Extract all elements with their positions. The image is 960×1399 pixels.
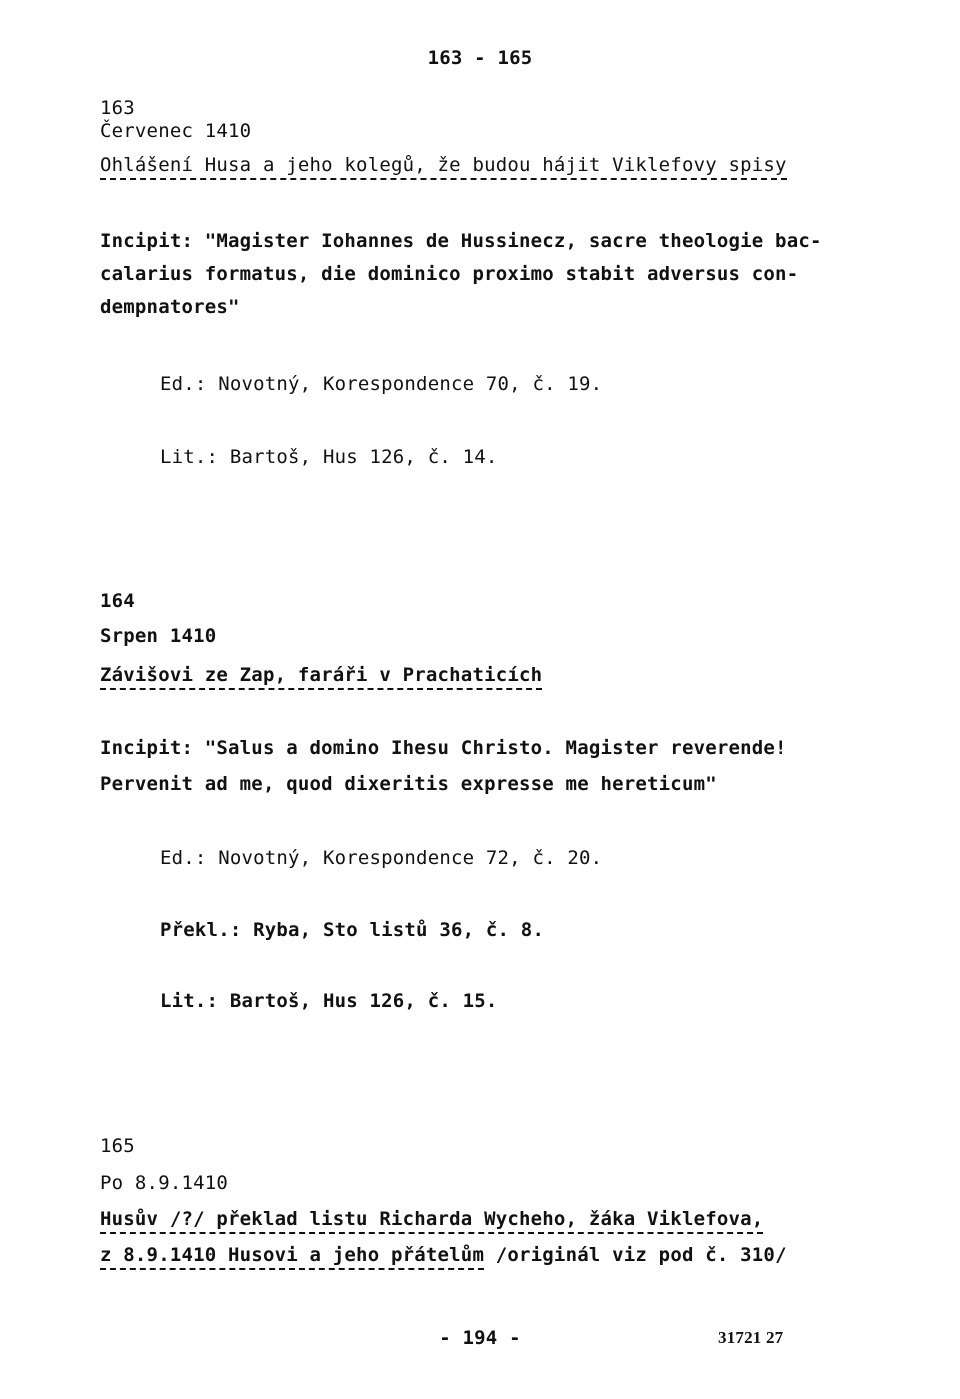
incipit-line: Incipit: "Magister Iohannes de Hussinecz, sacre theologie bac- <box>100 230 822 252</box>
entry-title-continued <box>100 1243 787 1270</box>
page-number: - 194 - <box>439 1327 521 1349</box>
edition-ref: Ed.: Novotný, Korespondence 72, č. 20. <box>160 847 603 869</box>
entry-number: 164 <box>100 590 135 612</box>
entry-title-text: z 8.9.1410 Husovi a jeho přátelům <box>100 1243 484 1270</box>
page-header: 163 - 165 <box>427 47 533 69</box>
entry-title <box>100 1207 763 1234</box>
incipit-line: calarius formatus, die dominico proximo stabit adversus con- <box>100 263 799 285</box>
archive-code: 31721 27 <box>718 1328 784 1347</box>
incipit-line: Pervenit ad me, quod dixeritis expresse me hereticum" <box>100 773 717 795</box>
literature-ref: Lit.: Bartoš, Hus 126, č. 15. <box>160 990 498 1012</box>
entry-title-note: /originál viz pod č. 310/ <box>484 1244 787 1266</box>
edition-ref: Ed.: Novotný, Korespondence 70, č. 19. <box>160 373 603 395</box>
entry-title <box>100 153 787 180</box>
entry-date: Srpen 1410 <box>100 625 217 647</box>
entry-number: 163 <box>100 97 135 119</box>
literature-ref: Lit.: Bartoš, Hus 126, č. 14. <box>160 446 498 468</box>
entry-title-text: Husův /?/ překlad listu Richarda Wycheho, žáka Viklefova, <box>100 1207 763 1234</box>
entry-number: 165 <box>100 1135 135 1157</box>
entry-title-text: Závišovi ze Zap, faráři v Prachaticích <box>100 663 542 690</box>
entry-date: Červenec 1410 <box>100 120 252 142</box>
entry-title-text: Ohlášení Husa a jeho kolegů, že budou hájit Viklefovy spisy <box>100 153 787 180</box>
entry-date: Po 8.9.1410 <box>100 1172 229 1194</box>
translation-ref: Překl.: Ryba, Sto listů 36, č. 8. <box>160 919 545 941</box>
incipit-line: Incipit: "Salus a domino Ihesu Christo. Magister reverende! <box>100 737 787 759</box>
entry-title <box>100 663 542 690</box>
incipit-line: dempnatores" <box>100 296 240 318</box>
